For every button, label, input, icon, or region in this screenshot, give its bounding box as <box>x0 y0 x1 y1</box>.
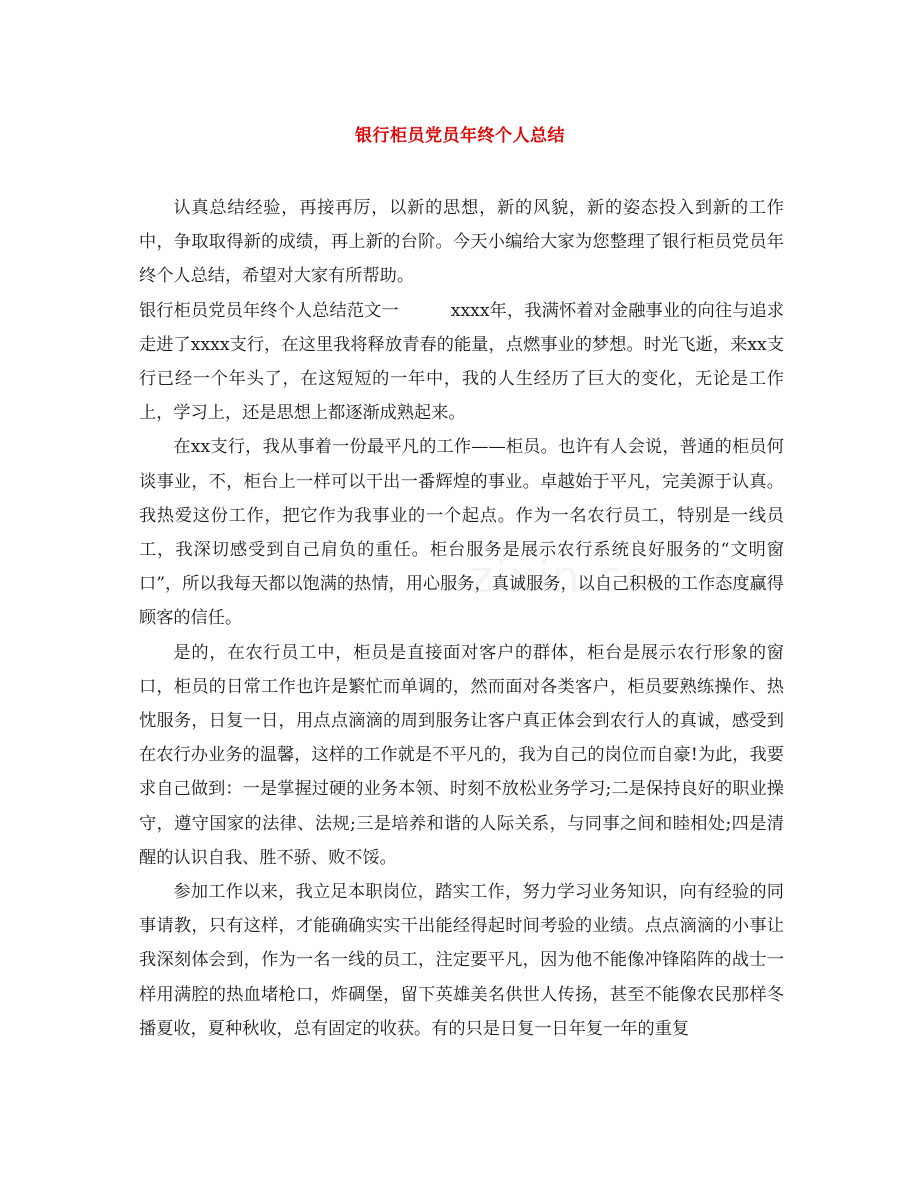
paragraph-intro: 认真总结经验，再接再厉，以新的思想，新的风貌，新的姿态投入到新的工作中，争取取得新的成绩，再上新的台阶。今天小编给大家为您整理了银行柜员党员年终个人总结，希望对大家有所帮助。 <box>139 198 784 287</box>
paragraph-sample-one: 银行柜员党员年终个人总结范文一 xxxx年，我满怀着对金融事业的向往与追求走进了xxxx支行，在这里我将释放青春的能量，点燃事业的梦想。时光飞逝，来xx支行已经一个年头了，在这短短的一年中，我的人生经历了巨大的变化，无论是工作上，学习上，还是思想上都逐渐成熟起来。 <box>139 300 784 424</box>
document-title: 银行柜员党员年终个人总结 <box>355 126 565 146</box>
paragraph-teller-role: 是的，在农行员工中，柜员是直接面对客户的群体，柜台是展示农行形象的窗口，柜员的日常工作也许是繁忙而单调的，然而面对各类客户，柜员要熟练操作、热忱服务，日复一日，用点点滴滴的周到服务让客户真正体会到农行人的真诚，感受到在农行办业务的温馨，这样的工作就是不平凡的，我为自己的岗位而自豪!为此，我要求自己做到：一是掌握过硬的业务本领、时刻不放松业务学习;二是保持良好的职业操守，遵守国家的法律、法规;三是培养和谐的人际关系，与同事之间和睦相处;四是清醒的认识自我、胜不骄、败不馁。 <box>139 642 784 868</box>
paragraph-since-joining: 参加工作以来，我立足本职岗位，踏实工作，努力学习业务知识，向有经验的同事请教，只有这样，才能确确实实干出能经得起时间考验的业绩。点点滴滴的小事让我深刻体会到，作为一名一线的员工，注定要平凡，因为他不能像冲锋陷阵的战士一样用满腔的热血堵枪口，炸碉堡，留下英雄美名供世人传扬，甚至不能像农民那样冬播夏收，夏种秋收，总有固定的收获。有的只是日复一日年复一年的重复 <box>139 882 784 1039</box>
document-body <box>139 191 784 1046</box>
paragraph-teller-work: 在xx支行，我从事着一份最平凡的工作——柜员。也许有人会说，普通的柜员何谈事业，不，柜台上一样可以干出一番辉煌的事业。卓越始于平凡，完美源于认真。我热爱这份工作，把它作为我事业的一个起点。作为一名农行员工，特别是一线员工，我深切感受到自己肩负的重任。柜台服务是展示农行系统良好服务的“文明窗口”，所以我每天都以饱满的热情，用心服务，真诚服务，以自己积极的工作态度赢得顾客的信任。 <box>139 437 784 629</box>
